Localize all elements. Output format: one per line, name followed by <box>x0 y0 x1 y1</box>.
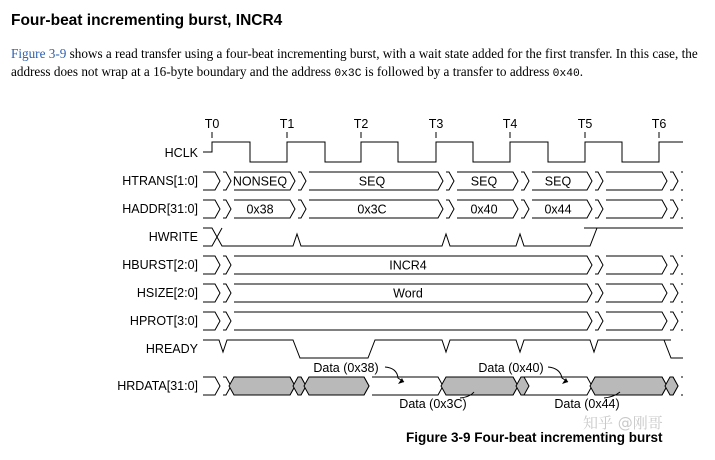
signal-name: HTRANS[1:0] <box>122 174 198 188</box>
haddr-value: 0x38 <box>246 202 274 217</box>
data-label: Data (0x44) <box>554 397 620 411</box>
signal-name: HPROT[3:0] <box>129 314 198 328</box>
time-label: T5 <box>577 117 593 131</box>
signal-name: HSIZE[2:0] <box>136 286 198 300</box>
figure-link[interactable]: Figure 3-9 <box>11 46 67 61</box>
watermark: 知乎 @刚哥 <box>583 414 663 432</box>
data-label: Data (0x3C) <box>399 397 467 411</box>
htrans-value: SEQ <box>544 174 572 189</box>
signal-name: HREADY <box>145 342 198 356</box>
htrans-value: SEQ <box>358 174 386 189</box>
signal-name: HCLK <box>164 146 198 160</box>
signal-name: HRDATA[31:0] <box>117 379 198 393</box>
data-label: Data (0x38) <box>313 361 379 375</box>
signal-name: HADDR[31:0] <box>122 202 198 216</box>
para-text-2: is followed by a transfer to address <box>361 64 553 79</box>
haddr-value: 0x40 <box>470 202 498 217</box>
time-label: T0 <box>204 117 220 131</box>
time-label: T6 <box>651 117 667 131</box>
time-label: T1 <box>279 117 295 131</box>
time-label: T3 <box>428 117 444 131</box>
time-label: T4 <box>502 117 518 131</box>
haddr-value: 0x3C <box>357 202 387 217</box>
code-address-1: 0x3C <box>334 68 362 80</box>
signal-name: HBURST[2:0] <box>122 258 198 272</box>
section-heading: Four-beat incrementing burst, INCR4 <box>11 12 283 29</box>
code-address-2: 0x40 <box>552 68 580 80</box>
htrans-value: SEQ <box>470 174 498 189</box>
htrans-value: NONSEQ <box>232 174 288 189</box>
hsize-value: Word <box>393 286 423 301</box>
haddr-value: 0x44 <box>544 202 572 217</box>
hburst-value: INCR4 <box>389 258 427 273</box>
para-text-1: shows a read transfer using a four-beat incrementing burst, with a wait state added for the first transfer. In this case, the address does not wrap at a 16-byte boundary and the address <box>11 46 698 79</box>
para-text-3: . <box>579 64 584 79</box>
signal-name: HWRITE <box>148 230 198 244</box>
data-label: Data (0x40) <box>478 361 544 375</box>
figure-caption: Figure 3-9 Four-beat incrementing burst <box>406 430 663 445</box>
time-label: T2 <box>353 117 369 131</box>
